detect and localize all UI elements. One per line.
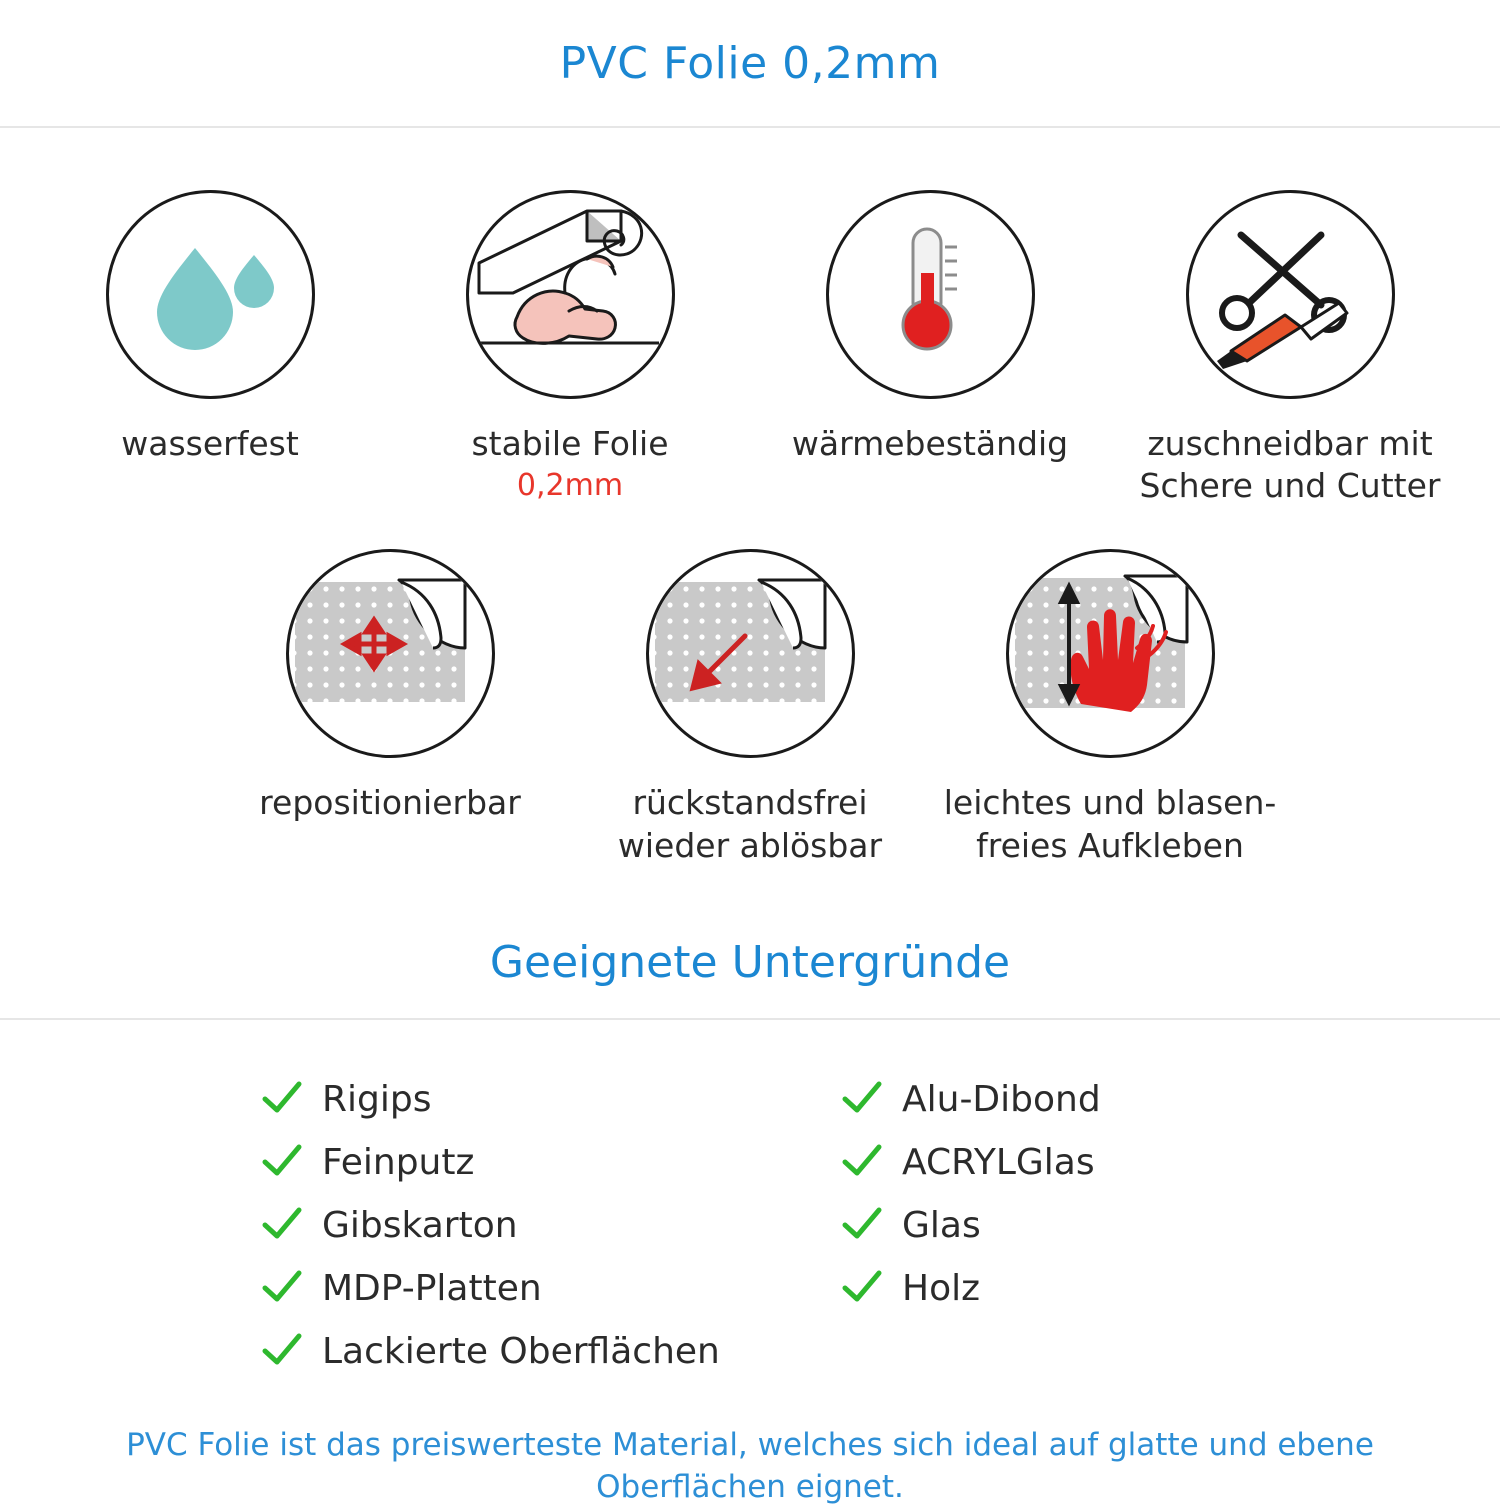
- substrate-label: Rigips: [322, 1078, 432, 1120]
- list-item: [840, 1068, 1370, 1131]
- feature-caption: [115, 423, 305, 465]
- scissors-cutter-icon: [1186, 190, 1395, 399]
- thermometer-icon: [826, 190, 1035, 399]
- feature-waermebestaendig: [750, 190, 1110, 465]
- substrate-label: MDP-Platten: [322, 1267, 542, 1309]
- feature-label: wärmebeständig: [791, 424, 1069, 463]
- list-item: [840, 1257, 1370, 1320]
- feature-caption: [1110, 423, 1470, 507]
- substrate-label: Glas: [902, 1204, 981, 1246]
- substrates-section: [0, 1020, 1500, 1383]
- feature-caption: [786, 423, 1074, 465]
- feature-label: wasserfest: [121, 424, 299, 463]
- section-title: Geeignete Untergründe: [489, 936, 1011, 988]
- list-item: [260, 1320, 750, 1383]
- feature-label: zuschneidbar mit Schere und Cutter: [1139, 424, 1441, 506]
- substrate-label: Gibskarton: [322, 1204, 518, 1246]
- footer-note: PVC Folie ist das preiswerteste Material, welches sich ideal auf glatte und ebene Oberflächen eignet.: [126, 1426, 1374, 1505]
- check-icon: [260, 1140, 304, 1184]
- reposition-arrows-icon: [286, 549, 495, 758]
- feature-aufkleben: [930, 549, 1290, 866]
- feature-caption: [570, 782, 930, 866]
- list-item: [260, 1068, 750, 1131]
- list-item: [260, 1257, 750, 1320]
- feature-wasserfest: [30, 190, 390, 465]
- feature-label: leichtes und blasen-freies Aufkleben: [943, 783, 1277, 865]
- list-item: [840, 1131, 1370, 1194]
- check-icon: [260, 1329, 304, 1373]
- features-section: [0, 128, 1500, 867]
- strong-arm-foil-icon: [466, 190, 675, 399]
- feature-caption: [930, 782, 1290, 866]
- feature-rueckstandsfrei: [570, 549, 930, 866]
- list-item: [840, 1194, 1370, 1257]
- feature-row-1: [0, 190, 1500, 507]
- page-title: PVC Folie 0,2mm: [559, 37, 941, 89]
- feature-caption: [253, 782, 527, 824]
- hand-smoothing-icon: [1006, 549, 1215, 758]
- feature-sublabel: 0,2mm: [516, 468, 624, 504]
- check-icon: [260, 1203, 304, 1247]
- check-icon: [260, 1077, 304, 1121]
- check-icon: [840, 1077, 884, 1121]
- list-item: [260, 1131, 750, 1194]
- substrate-label: Feinputz: [322, 1141, 475, 1183]
- substrate-label: Lackierte Oberflächen: [322, 1330, 720, 1372]
- feature-caption: [465, 423, 674, 506]
- feature-label: stabile Folie: [471, 424, 669, 463]
- feature-repositionierbar: [210, 549, 570, 824]
- feature-row-2: [0, 549, 1500, 866]
- section-header: [0, 937, 1500, 1020]
- page-header: [0, 0, 1500, 128]
- feature-stabile-folie: [390, 190, 750, 506]
- check-icon: [260, 1266, 304, 1310]
- substrate-label: Alu-Dibond: [902, 1078, 1101, 1120]
- feature-label: rückstandsfrei wieder ablösbar: [617, 783, 883, 865]
- substrate-label: Holz: [902, 1267, 980, 1309]
- peel-off-arrow-icon: [646, 549, 855, 758]
- substrates-column-right: [750, 1068, 1370, 1383]
- substrates-column-left: [130, 1068, 750, 1383]
- check-icon: [840, 1203, 884, 1247]
- substrate-label: ACRYLGlas: [902, 1141, 1095, 1183]
- check-icon: [840, 1140, 884, 1184]
- feature-zuschneidbar: [1110, 190, 1470, 507]
- feature-label: repositionierbar: [259, 783, 521, 823]
- list-item: [260, 1194, 750, 1257]
- water-drops-icon: [106, 190, 315, 399]
- check-icon: [840, 1266, 884, 1310]
